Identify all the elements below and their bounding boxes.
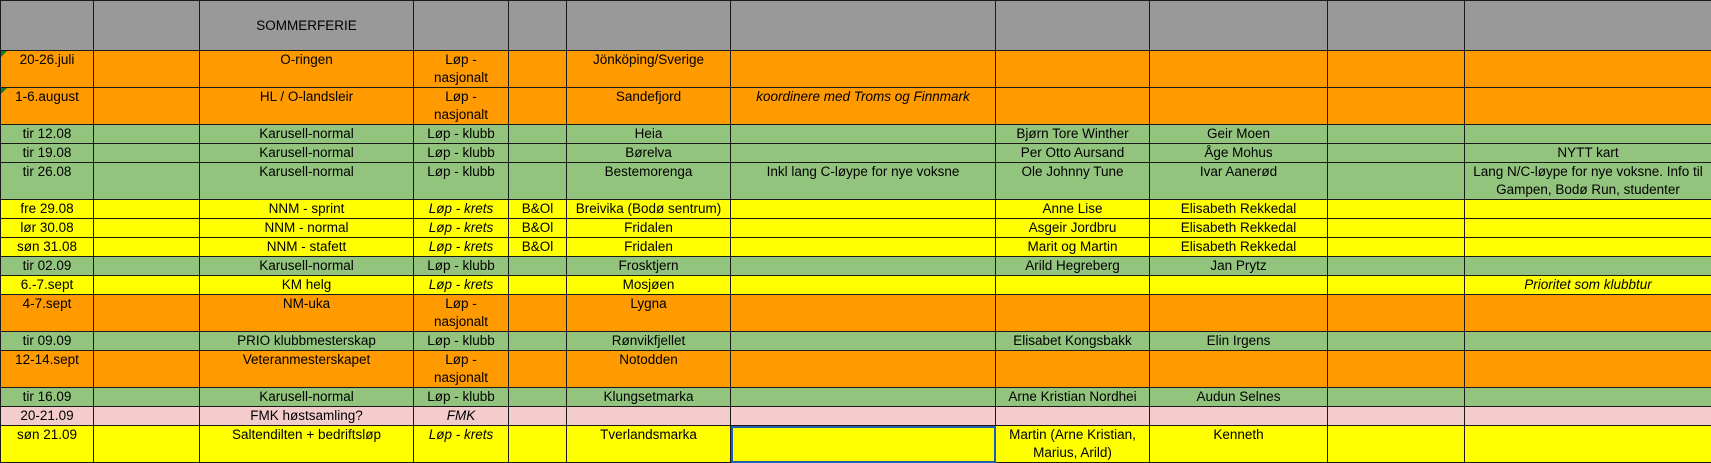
empty-cell[interactable]	[94, 163, 200, 200]
event-cell[interactable]: Karusell-normal	[200, 163, 414, 200]
date-cell[interactable]: 12-14.sept	[1, 351, 94, 388]
table-row	[1, 351, 1711, 388]
header-cell[interactable]	[414, 1, 509, 51]
comment-cell[interactable]: Lang N/C-løype for nye voksne. Info til Gampen, Bodø Run, studenter	[1465, 163, 1711, 200]
comment-cell[interactable]	[1465, 426, 1711, 463]
note-cell[interactable]	[731, 125, 996, 144]
organizer-cell[interactable]: B&Ol	[509, 238, 567, 257]
place-cell[interactable]: Lygna	[567, 295, 731, 332]
empty-cell[interactable]	[94, 295, 200, 332]
table-row	[1, 332, 1711, 351]
comment-cell[interactable]: Prioritet som klubbtur	[1465, 276, 1711, 295]
empty-cell[interactable]	[94, 388, 200, 407]
type-cell[interactable]: Løp - nasjonalt	[414, 351, 509, 388]
empty-cell[interactable]	[94, 407, 200, 426]
responsible-cell[interactable]: Marit og Martin	[996, 238, 1150, 257]
comment-cell[interactable]	[1465, 332, 1711, 351]
note-cell[interactable]	[731, 238, 996, 257]
header-cell[interactable]	[1, 1, 94, 51]
place-cell[interactable]: Rønvikfjellet	[567, 332, 731, 351]
type-cell[interactable]: Løp - nasjonalt	[414, 295, 509, 332]
place-cell[interactable]: Jönköping/Sverige	[567, 51, 731, 88]
table-row	[1, 388, 1711, 407]
type-cell[interactable]: Løp - klubb	[414, 332, 509, 351]
empty-cell[interactable]	[1328, 200, 1465, 219]
empty-cell[interactable]	[1328, 88, 1465, 125]
assistant-cell[interactable]	[1150, 407, 1328, 426]
organizer-cell[interactable]	[509, 351, 567, 388]
header-cell[interactable]	[996, 1, 1150, 51]
assistant-cell[interactable]	[1150, 276, 1328, 295]
assistant-cell[interactable]	[1150, 88, 1328, 125]
place-cell[interactable]: Sandefjord	[567, 88, 731, 125]
comment-cell[interactable]	[1465, 51, 1711, 88]
table-row	[1, 426, 1711, 463]
note-cell[interactable]	[731, 332, 996, 351]
note-cell[interactable]	[731, 51, 996, 88]
date-cell[interactable]: 4-7.sept	[1, 295, 94, 332]
place-cell[interactable]: Mosjøen	[567, 276, 731, 295]
date-cell[interactable]: 6.-7.sept	[1, 276, 94, 295]
responsible-cell[interactable]	[996, 351, 1150, 388]
empty-cell[interactable]	[94, 332, 200, 351]
table-row	[1, 276, 1711, 295]
empty-cell[interactable]	[94, 238, 200, 257]
date-cell[interactable]: fre 29.08	[1, 200, 94, 219]
event-cell[interactable]: Saltendilten + bedriftsløp	[200, 426, 414, 463]
note-cell[interactable]	[731, 407, 996, 426]
organizer-cell[interactable]	[509, 426, 567, 463]
organizer-cell[interactable]: B&Ol	[509, 200, 567, 219]
responsible-cell[interactable]	[996, 276, 1150, 295]
note-cell[interactable]	[731, 426, 996, 463]
organizer-cell[interactable]	[509, 163, 567, 200]
event-cell[interactable]: NM-uka	[200, 295, 414, 332]
assistant-cell[interactable]	[1150, 295, 1328, 332]
table-row	[1, 238, 1711, 257]
event-cell[interactable]: Karusell-normal	[200, 125, 414, 144]
responsible-cell[interactable]: Arne Kristian Nordhei	[996, 388, 1150, 407]
type-cell[interactable]: FMK	[414, 407, 509, 426]
assistant-cell[interactable]: Åge Mohus	[1150, 144, 1328, 163]
responsible-cell[interactable]: Asgeir Jordbru	[996, 219, 1150, 238]
responsible-cell[interactable]: Anne Lise	[996, 200, 1150, 219]
assistant-cell[interactable]: Ivar Aanerød	[1150, 163, 1328, 200]
date-cell[interactable]: tir 16.09	[1, 388, 94, 407]
empty-cell[interactable]	[94, 200, 200, 219]
organizer-cell[interactable]	[509, 51, 567, 88]
responsible-cell[interactable]: Elisabet Kongsbakk	[996, 332, 1150, 351]
empty-cell[interactable]	[1328, 295, 1465, 332]
empty-cell[interactable]	[1328, 219, 1465, 238]
comment-cell[interactable]: NYTT kart	[1465, 144, 1711, 163]
organizer-cell[interactable]: B&Ol	[509, 219, 567, 238]
assistant-cell[interactable]: Jan Prytz	[1150, 257, 1328, 276]
type-cell[interactable]: Løp - krets	[414, 426, 509, 463]
event-cell[interactable]: KM helg	[200, 276, 414, 295]
comment-cell[interactable]	[1465, 238, 1711, 257]
responsible-cell[interactable]	[996, 295, 1150, 332]
empty-cell[interactable]	[94, 276, 200, 295]
type-cell[interactable]: Løp - krets	[414, 276, 509, 295]
empty-cell[interactable]	[1328, 163, 1465, 200]
table-row	[1, 51, 1711, 88]
organizer-cell[interactable]	[509, 388, 567, 407]
organizer-cell[interactable]	[509, 276, 567, 295]
date-cell[interactable]: 20-21.09	[1, 407, 94, 426]
type-cell[interactable]: Løp - klubb	[414, 257, 509, 276]
empty-cell[interactable]	[94, 426, 200, 463]
responsible-cell[interactable]: Bjørn Tore Winther	[996, 125, 1150, 144]
organizer-cell[interactable]	[509, 125, 567, 144]
table-row	[1, 257, 1711, 276]
place-cell[interactable]	[567, 407, 731, 426]
responsible-cell[interactable]	[996, 88, 1150, 125]
responsible-cell[interactable]: Per Otto Aursand	[996, 144, 1150, 163]
date-cell[interactable]: tir 09.09	[1, 332, 94, 351]
date-cell[interactable]: søn 21.09	[1, 426, 94, 463]
empty-cell[interactable]	[1328, 238, 1465, 257]
header-cell[interactable]	[731, 1, 996, 51]
event-cell[interactable]: Karusell-normal	[200, 144, 414, 163]
comment-indicator-icon	[1, 88, 7, 94]
comment-cell[interactable]	[1465, 257, 1711, 276]
table-row	[1, 125, 1711, 144]
empty-cell[interactable]	[1328, 407, 1465, 426]
organizer-cell[interactable]	[509, 144, 567, 163]
event-cell[interactable]: FMK høstsamling?	[200, 407, 414, 426]
comment-cell[interactable]	[1465, 407, 1711, 426]
assistant-cell[interactable]: Geir Moen	[1150, 125, 1328, 144]
responsible-cell[interactable]	[996, 407, 1150, 426]
event-cell[interactable]: O-ringen	[200, 51, 414, 88]
empty-cell[interactable]	[1328, 426, 1465, 463]
header-cell[interactable]	[1328, 1, 1465, 51]
header-cell[interactable]	[94, 1, 200, 51]
empty-cell[interactable]	[1328, 351, 1465, 388]
assistant-cell[interactable]: Audun Selnes	[1150, 388, 1328, 407]
event-cell[interactable]: Karusell-normal	[200, 257, 414, 276]
type-cell[interactable]: Løp - krets	[414, 238, 509, 257]
type-cell[interactable]: Løp - klubb	[414, 125, 509, 144]
header-title[interactable]: SOMMERFERIE	[200, 1, 414, 51]
assistant-cell[interactable]: Elin Irgens	[1150, 332, 1328, 351]
empty-cell[interactable]	[1328, 51, 1465, 88]
empty-cell[interactable]	[1328, 257, 1465, 276]
table-row	[1, 295, 1711, 332]
type-cell[interactable]: Løp - klubb	[414, 144, 509, 163]
organizer-cell[interactable]	[509, 257, 567, 276]
event-cell[interactable]: NNM - sprint	[200, 200, 414, 219]
organizer-cell[interactable]	[509, 407, 567, 426]
note-cell[interactable]	[731, 144, 996, 163]
header-row	[1, 1, 1711, 51]
place-cell[interactable]: Bestemorenga	[567, 163, 731, 200]
event-cell[interactable]: NNM - stafett	[200, 238, 414, 257]
date-cell[interactable]: tir 12.08	[1, 125, 94, 144]
table-row	[1, 200, 1711, 219]
header-cell[interactable]	[1150, 1, 1328, 51]
place-cell[interactable]: Fridalen	[567, 238, 731, 257]
place-cell[interactable]: Klungsetmarka	[567, 388, 731, 407]
date-cell[interactable]: tir 19.08	[1, 144, 94, 163]
comment-indicator-icon	[1, 51, 7, 57]
header-cell[interactable]	[567, 1, 731, 51]
place-cell[interactable]: Fridalen	[567, 219, 731, 238]
note-cell[interactable]	[731, 200, 996, 219]
note-cell[interactable]	[731, 219, 996, 238]
comment-cell[interactable]	[1465, 351, 1711, 388]
place-cell[interactable]: Børelva	[567, 144, 731, 163]
date-cell[interactable]: lør 30.08	[1, 219, 94, 238]
note-cell[interactable]	[731, 351, 996, 388]
empty-cell[interactable]	[94, 351, 200, 388]
assistant-cell[interactable]	[1150, 351, 1328, 388]
table-row	[1, 407, 1711, 426]
type-cell[interactable]: Løp - klubb	[414, 388, 509, 407]
table-row	[1, 144, 1711, 163]
date-cell[interactable]: 20-26.juli	[1, 51, 94, 88]
note-cell[interactable]	[731, 388, 996, 407]
event-cell[interactable]: NNM - normal	[200, 219, 414, 238]
type-cell[interactable]: Løp - krets	[414, 219, 509, 238]
responsible-cell[interactable]: Arild Hegreberg	[996, 257, 1150, 276]
empty-cell[interactable]	[1328, 125, 1465, 144]
empty-cell[interactable]	[94, 125, 200, 144]
comment-cell[interactable]	[1465, 200, 1711, 219]
date-cell[interactable]: tir 02.09	[1, 257, 94, 276]
assistant-cell[interactable]: Elisabeth Rekkedal	[1150, 219, 1328, 238]
place-cell[interactable]: Heia	[567, 125, 731, 144]
note-cell[interactable]: Inkl lang C-løype for nye voksne	[731, 163, 996, 200]
note-cell[interactable]	[731, 276, 996, 295]
date-cell[interactable]: søn 31.08	[1, 238, 94, 257]
type-cell[interactable]: Løp - krets	[414, 200, 509, 219]
type-cell[interactable]: Løp - nasjonalt	[414, 88, 509, 125]
assistant-cell[interactable]: Elisabeth Rekkedal	[1150, 238, 1328, 257]
assistant-cell[interactable]: Kenneth	[1150, 426, 1328, 463]
place-cell[interactable]: Notodden	[567, 351, 731, 388]
place-cell[interactable]: Frosktjern	[567, 257, 731, 276]
comment-cell[interactable]	[1465, 125, 1711, 144]
comment-cell[interactable]	[1465, 219, 1711, 238]
empty-cell[interactable]	[1328, 144, 1465, 163]
place-cell[interactable]: Breivika (Bodø sentrum)	[567, 200, 731, 219]
table-row	[1, 88, 1711, 125]
table-row	[1, 163, 1711, 200]
event-cell[interactable]: PRIO klubbmesterskap	[200, 332, 414, 351]
empty-cell[interactable]	[94, 144, 200, 163]
event-cell[interactable]: HL / O-landsleir	[200, 88, 414, 125]
date-cell[interactable]: 1-6.august	[1, 88, 94, 125]
empty-cell[interactable]	[1328, 276, 1465, 295]
responsible-cell[interactable]	[996, 51, 1150, 88]
date-cell[interactable]: tir 26.08	[1, 163, 94, 200]
empty-cell[interactable]	[1328, 332, 1465, 351]
assistant-cell[interactable]: Elisabeth Rekkedal	[1150, 200, 1328, 219]
event-cell[interactable]: Veteranmesterskapet	[200, 351, 414, 388]
note-cell[interactable]	[731, 257, 996, 276]
empty-cell[interactable]	[94, 219, 200, 238]
note-cell[interactable]: koordinere med Troms og Finnmark	[731, 88, 996, 125]
header-cell[interactable]	[509, 1, 567, 51]
empty-cell[interactable]	[94, 51, 200, 88]
empty-cell[interactable]	[94, 88, 200, 125]
responsible-cell[interactable]: Ole Johnny Tune	[996, 163, 1150, 200]
comment-cell[interactable]	[1465, 88, 1711, 125]
comment-cell[interactable]	[1465, 295, 1711, 332]
header-cell[interactable]	[1465, 1, 1711, 51]
type-cell[interactable]: Løp - klubb	[414, 163, 509, 200]
note-cell[interactable]	[731, 295, 996, 332]
empty-cell[interactable]	[94, 257, 200, 276]
place-cell[interactable]: Tverlandsmarka	[567, 426, 731, 463]
organizer-cell[interactable]	[509, 88, 567, 125]
assistant-cell[interactable]	[1150, 51, 1328, 88]
organizer-cell[interactable]	[509, 295, 567, 332]
event-cell[interactable]: Karusell-normal	[200, 388, 414, 407]
comment-cell[interactable]	[1465, 388, 1711, 407]
empty-cell[interactable]	[1328, 388, 1465, 407]
responsible-cell[interactable]: Martin (Arne Kristian, Marius, Arild)	[996, 426, 1150, 463]
table-row	[1, 219, 1711, 238]
type-cell[interactable]: Løp - nasjonalt	[414, 51, 509, 88]
organizer-cell[interactable]	[509, 332, 567, 351]
